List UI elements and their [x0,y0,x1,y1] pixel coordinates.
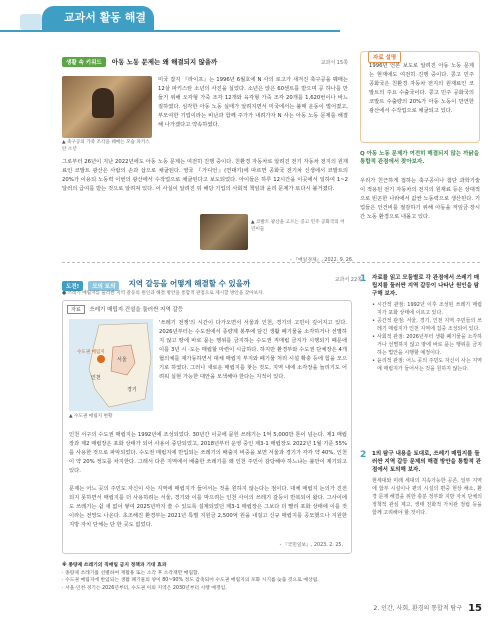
footer-chapter: 2. 인간, 사회, 환경의 통합적 탐구 [373,605,463,612]
question-answer: 우리가 친근하게 접하는 축구공이나 첨단 과학기술이 적용된 전기 자동차의 전지의 원재료 등은 상대적으로 빈곤한 나라에서 값싼 노동력으로 생산된다. 기업들은 인건비를 절감하기 위해 아동을 저임금·장시간 노동 환경으로 내몰고 있다. [360,178,480,220]
document-label [67,305,183,314]
document-title: 쓰레기 매립지 건설을 둘러싼 지역 갈등 [89,307,184,313]
data-box-text: 1996년 언론 보도로 알려진 아동 노동 문제는 현재에도 여전히 진행 중이다. 콩고 민주 공화국은 친환경 자동차 전지의 원재료인 코발트의 주요 수출국이다. 콩고 민주 공화국의 코발트 수출량의 20%가 아동 노동이 만연한 광산에서 수작업으로 채굴되고 있다. [369,63,474,114]
task-1-item: • 공간적 관점: 서울, 경기, 인천 지역 주민들의 쓰레기 매립지가 인천 지역에 집중 조성되어 있다. [372,317,482,333]
section1-body1: 미국 잡지 『라이프』는 1996년 6월호에 N 사의 로고가 새겨진 축구공을 꿰매는 12살 파키스탄 소년의 사진을 실었다. 소년은 앉은 60센트를 받으며 공 하나를 만들기 위해 오각형 가죽 조각 12개와 육각형 가죽 조각 20개를 1,620번이나 바느질하였다. 심각한 아동 노동 실태가 알려지면서 미국에서는 불매 운동이 벌어졌고, 부모여한 기업이라는 비난과 함께 주가가 내려가자 N 사는 아동 노동 문제를 해결해 나가겠다고 약속하였다. [158,77,348,128]
section1-body2: 그로부터 26년이 지난 2022년에도 아동 노동 문제는 여전히 진행 중이다. 친환경 자동차로 알려진 전기 자동차 전지의 원재료인 코발트 광산은 사람의 손과 삽으로 채굴된다. 영국 『가디언』(연대기)에 따르면 공화국 전기차 신생에서 코발트의 20%가 이용되 노동력 이번의 광산에서 수작업으로 채굴된다고 보도되었다. 아이들은 하루 12시간을 이곳에서 일하여 1~2달러의 급여를 받는 것으로 알려져 있다. 이 사실이 알려진 뒤 해당 기업의 사회적 책임과 윤리 문제가 또다시 불거졌다. [62,159,348,192]
section1-badge: 생활 속 키워드 [62,57,106,67]
cobalt-mine-photo [200,214,248,250]
task-1-item: • 시간적 관점: 1992년 이후 조성된 쓰레기 매립지가 포화 상태에 이르고 있다. [372,301,482,317]
task-2-title: 1의 탐구 내용을 토대로, 쓰레기 매립지를 둘러싼 지역 갈등 문제의 해결 방안을 통합적 관점에서 토의해 보자. [372,451,482,473]
task-1 [360,274,482,373]
task-2-text: 현세대와 미래 세대의 지속가능한 공존, 일부 지역에 함부 시설이나 편의 시설의 편중 현상 해소, 환경 문제 해결을 위한 충분 정부와 지방 자치 단체의 정책적 관심 제고, 생태 친화적 가치관 정립 등을 함께 고려해야 할 것이다. [372,478,482,516]
page-number: 15 [468,603,482,614]
photo1-caption: ▲ 축구공의 가죽 조각을 꿰매는 모습 파키스탄 소년 [62,140,150,152]
section2-badge1: 도전! [62,281,83,291]
section2-ref: 교과서 22쪽 [334,277,362,283]
map-label-landfill: 수도권 매립지 [77,350,105,355]
section-separator [62,262,480,263]
section2-subtitle: ● 쓰레기 매립지를 둘러싼 지역 갈등의 원인과 해결 방안을 통합적 관점으로 제시할 방안을 찾아보자. [62,291,264,296]
document-box [62,300,352,554]
landfill-map [69,319,153,411]
policy-notes [62,562,352,592]
question-box [360,150,480,250]
document-body3: 문제는 어느 곳의 주민도 자신이 사는 지역에 매립지가 들어서는 것을 원하지 않는다는 점이다. 대체 매립지 논의가 진전되지 못하면서 매립지를 더 사용하려는 서울, 경기와 이를 막으려는 인천 사이의 쓰레기 갈등이 반복되어 왔다. 그사이에도 쓰레기는 쉼 새 없이 쌓여 2025년까지 쓸 수 있도록 설계되었던 제3-1 매립장은 그보다 더 빨리 포화 상태에 이를 것이라는 전망도 나온다. 초조해진 환경부는 2021년 특별 지원금 2,500억 원을 내걸고 신규 매립지를 공모했으나 지원한 지방 자치 단체는 단 한 곳도 없었다. [69,486,347,528]
section2-question: 지역 갈등을 어떻게 해결할 수 있을까 [128,279,251,288]
landfill-map-svg [69,319,153,411]
map-label-gyeonggi: 경기 [127,387,137,393]
map-label-seoul: 서울 [117,357,127,363]
page-header [0,0,500,48]
header-divider [0,30,340,32]
photo2-caption: ▲ 코발트 광산을 고르는 콩고 민주 공화국의 어린이들 [251,220,345,232]
data-explanation-box [360,51,480,143]
section2-badge2: 모의 토의 [88,281,119,291]
note-item: · 종량제 쓰레기를 선별하여 재활용 또는 소각 후 소각재만 매립함. [62,570,200,576]
map-caption: ▲ 수도권 매립지 현황 [69,414,113,419]
task-1-item: • 사회적 관점: 2026년부터 생활 폐기물을 소각하거나 선별하지 않고 땅에 바로 묻는 행위를 금지하는 법안을 시행할 예정이다. [372,333,482,357]
data-box-badge: 자료 설명 [368,51,401,63]
document-source: - 『국민일보』, 2023. 2. 25. [279,543,343,548]
document-tag: 자료 [67,305,85,314]
task-2-number: 2 [360,450,367,460]
note-item: · 서울·인천·경기는 2026년부터, 수도권 이외 지역은 2030년부터 시행 예정임. [62,585,227,591]
section1-source: - 『매일경제』, 2022. 9. 26. [290,258,354,263]
soccer-ball-photo [62,76,152,138]
page-footer [374,603,482,614]
document-body2: 인천 서구의 수도권 매립지는 1992년에 조성되었다. 30년간 이곳에 묻힌 쓰레기는 1억 5,000만 톤이 넘는다. 제1 매립장과 제2 매립장은 포화 상태가 되어 사용이 중단되었고, 2018년부터 운영 중인 제3-1 매립장도 2022년 1월 기준 55%를 사용한 것으로 파악되었다. 수도권 매립지에 반입되는 쓰레기의 배출지 비중을 보면 서울과 경기가 각각 약 40%, 인천이 약 20% 정도를 차지한다. 그래서 다른 지역에서 배출한 쓰레기를 왜 인천 주민이 감당해야 하느냐는 불만이 제기되고 있다. [69,432,347,474]
question-title: Q 아동 노동 문제가 여전히 해결되지 않는 까닭을 통합적 관점에서 찾아보자. [360,151,480,165]
section2-heading [62,273,362,290]
task-1-list [372,301,482,373]
section1-question: 아동 노동 문제는 왜 해결되지 않을까 [111,58,218,66]
section1-ref: 교과서 15쪽 [320,60,348,66]
task-1-title: 자료를 읽고 모둠별로 각 관점에서 쓰레기 매립지를 둘러싼 지역 갈등이 나타난 원인을 탐구해 보자. [372,275,480,297]
note-item: · 수도권 매립지에 반입되는 생활 폐기물의 양이 80~90% 정도 감축되어 수도권 매립지의 포화 시기를 늦출 것으로 예상됨. [62,578,319,583]
task-1-item: • 윤리적 관점: 어느 곳의 주민도 자신이 사는 지역에 매립지가 들어서는 것을 원하지 않는다. [372,357,482,373]
document-body1: '쓰레기 전쟁'의 시간이 다가오면서 서울과 인천, 경기의 고민이 깊어지고 있다. 2026년부터는 수도권에서 종량제 봉투에 담긴 생활 폐기물을 소각하거나 선별하지 않고 땅에 바로 묻는 행위를 금지하는 수도권 직매립 금지가 시행되기 때문에 이를 3년 시 ·도는 매립할 마련이 시급하다. 하지만 환경부와 수도권 단체장은 4개 협의체를 재가동하면서 대체 매립지 부지와 폐기물 처리 시설 확충 등에 힘을 모으기로 하였다. 그러나 새로운 매립지를 찾는 것도, 지역 내에 소각장을 늘리기도 어려워 실현 가능한 대안을 모색해야 한다는 지적이 있다. [159,320,347,380]
header-title: 교과서 활동 해결하기 [42,6,154,30]
task-2 [360,450,482,517]
section1-heading [62,57,348,71]
map-label-incheon: 인천 [91,375,101,381]
task-1-number: 1 [360,274,367,284]
notes-title: ※ 종량제 쓰레기의 직매립 금지 정책과 기대 효과 [62,563,167,568]
